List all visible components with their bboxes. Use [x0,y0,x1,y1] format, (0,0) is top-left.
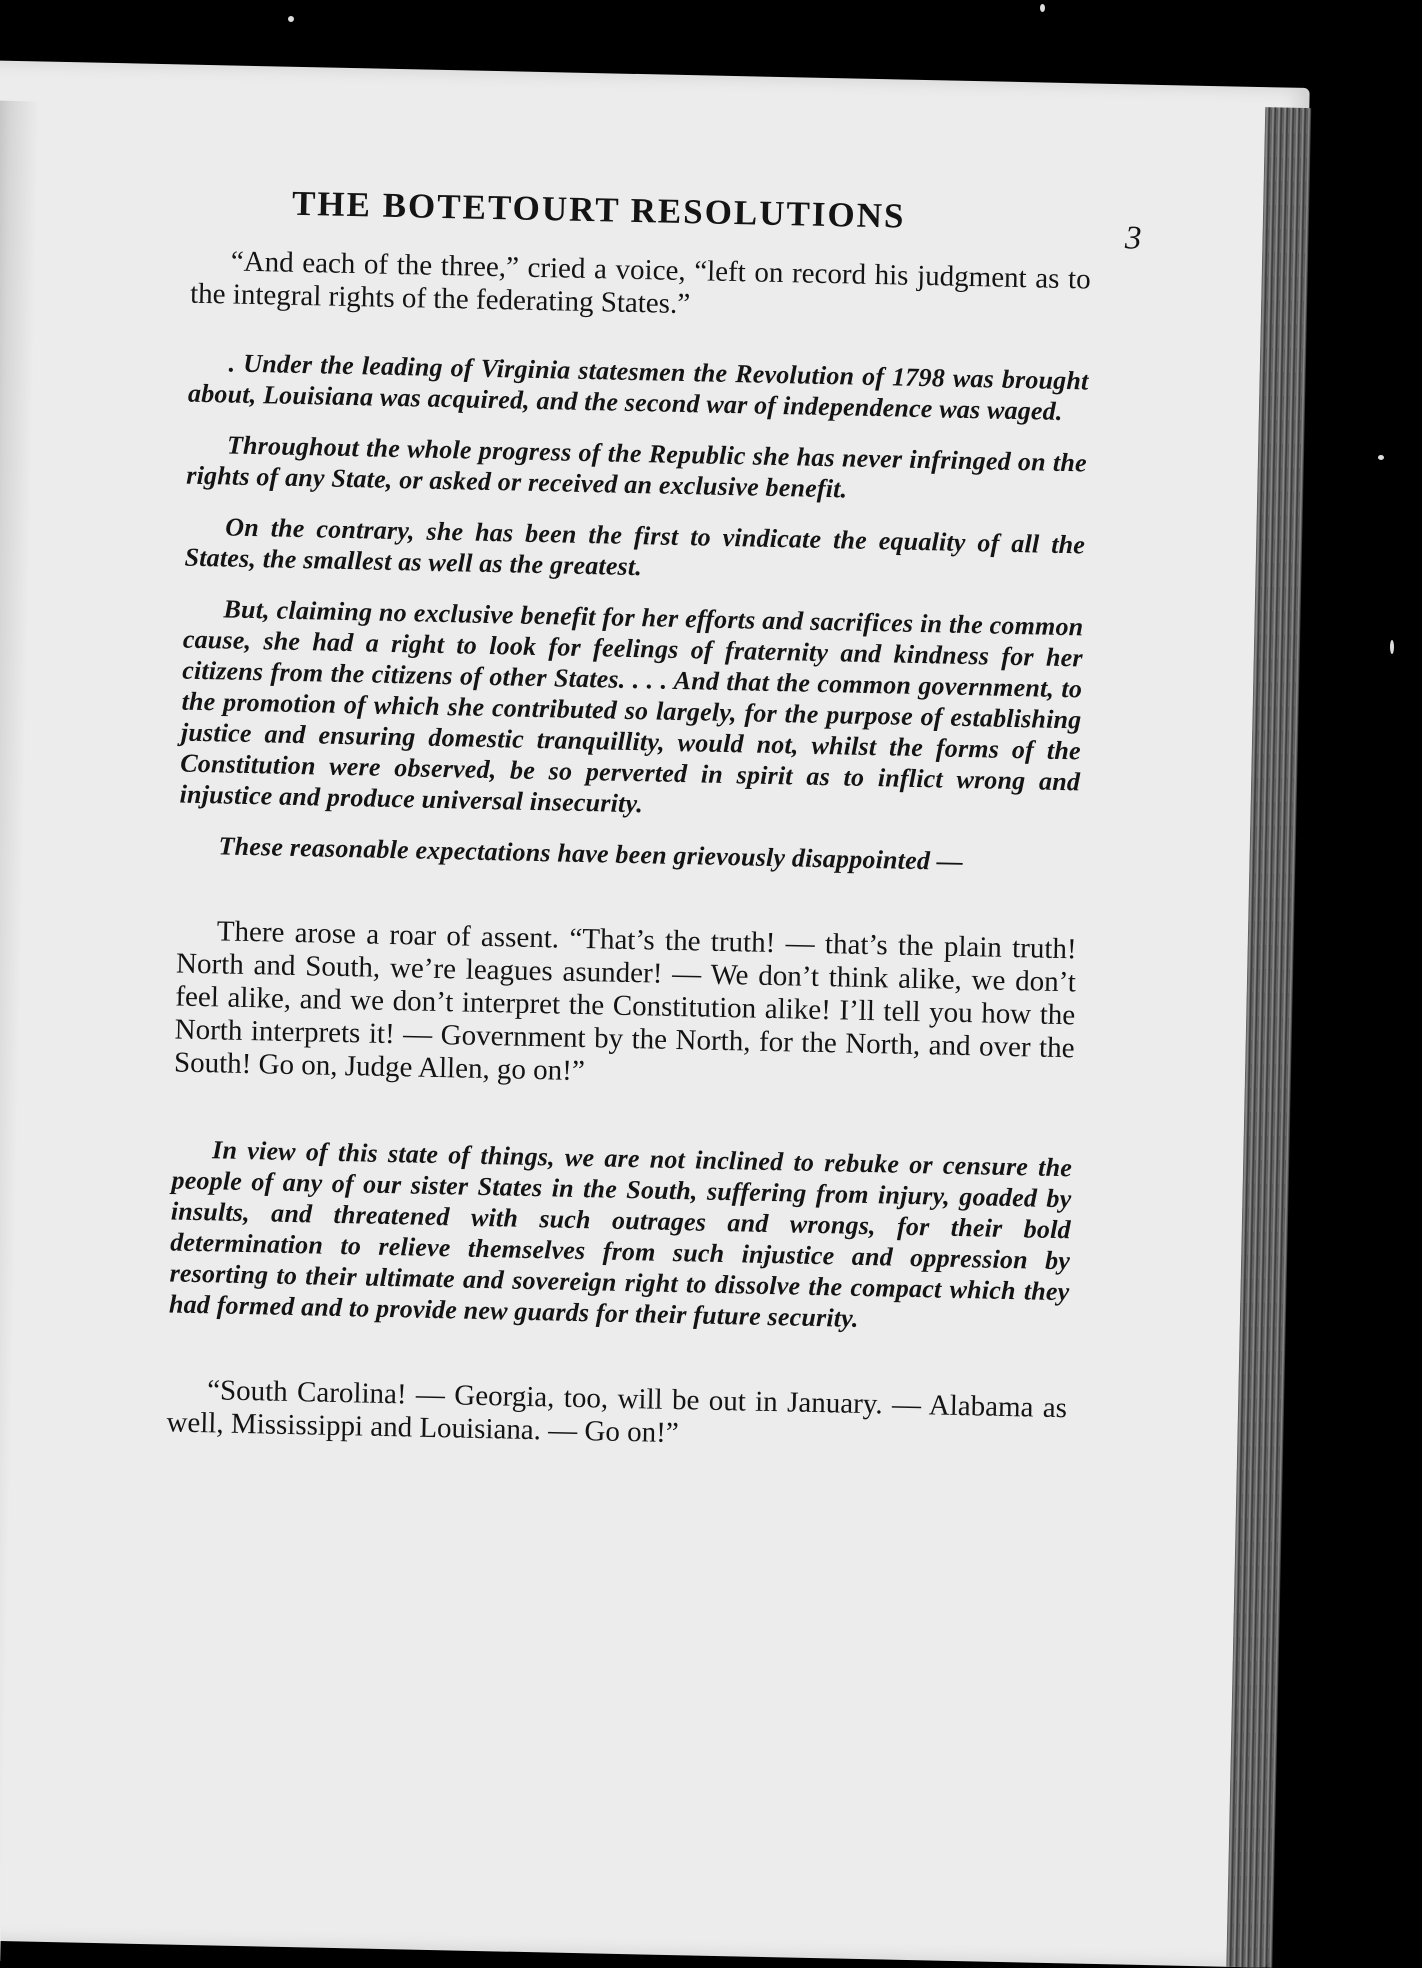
paragraph-resolution-5: These reasonable expectations have been grievously disappointed — [218,831,964,876]
paragraph-resolution-4: But, claiming no exclusive benefit for her efforts and sacrifices in the common cause, she had a right to look for feelings of fraternity and kindness for her citizens from the citizens of other States. . . . And that the common government, to the promotion of which she contributed so largely, for the purpose of establishing justice and ensuring domestic tranquillity, would not, whilst the forms of the Constitution were observed, be so perverted in spirit as to inflict wrong and injustice and produce universal insecurity. [179,594,1084,819]
paragraph-resolution-1: . Under the leading of Virginia statesmen the Revolution of 1798 was brought about, Louisiana was acquired, and the second war of independence was waged. [187,348,1089,426]
scan-speck [1390,640,1394,654]
book-page [0,60,1310,1968]
running-title: THE BOTETOURT RESOLUTIONS [291,183,906,236]
scan-speck [1378,455,1384,460]
paragraph-resolution-6: In view of this state of things, we are not inclined to rebuke or censure the people of any of our sister States in the South, suffering from injury, goaded by insults, and threatened with such outrages and wrongs, for their bold determination to relieve themselves from such injustice and oppression by resorting to their ultimate and sovereign right to dissolve the compact which they had formed and to provide new guards for their future security. [168,1135,1073,1333]
paragraph-crowd-response: There arose a roar of assent. “That’s the truth! — that’s the plain truth! North and South, we’re leagues asunder! — We don’t think alike, we don’t feel alike, and we don’t interpret the Constitution alike! I’ll tell you how the North interprets it! — Government by the North, for the North, and over the South! Go on, Judge Allen, go on!” [173,915,1077,1088]
paragraph-crowd-response-2: “South Carolina! — Georgia, too, will be out in January. — Alabama as well, Mississippi and Louisiana. — Go on!” [166,1374,1068,1450]
paragraph-resolution-3: On the contrary, she has been the first to vindicate the equality of all the States, the smallest as well as the greatest. [184,512,1086,582]
page-text [166,183,1142,1459]
scan-speck [1040,4,1045,12]
scan-speck [288,16,294,22]
binding-gutter [0,100,39,1961]
paragraph-voice-quote: “And each of the three,” cried a voice, “left on record his judgment as to the integral rights of the federating States.” [189,245,1091,321]
page-number: 3 [1124,220,1142,257]
paragraph-resolution-2: Throughout the whole progress of the Republic she has never infringed on the rights of any State, or asked or received an exclusive benefit. [186,430,1088,504]
page-edges [1226,107,1311,1968]
